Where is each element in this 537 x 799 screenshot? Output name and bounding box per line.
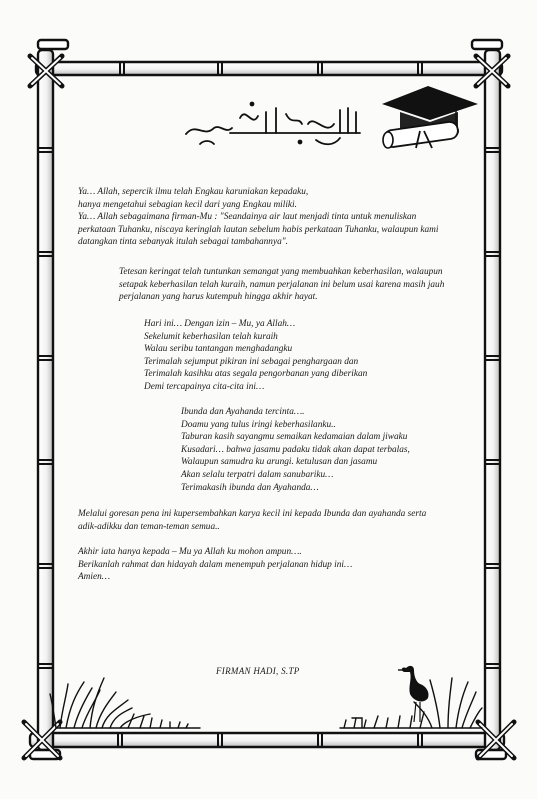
text-line: Berikanlah rahmat dan hidayah dalam menempuh perjalanan hidup ini… <box>78 559 353 570</box>
poem-stanza-allah <box>144 318 367 394</box>
text-line: Walau seribu tantangan menghadangku <box>144 344 293 355</box>
text-line: Hari ini… Dengan izin – Mu, ya Allah… <box>144 319 296 329</box>
closing-prayer <box>78 546 352 584</box>
text-line: Melalui goresan pena ini kupersembahkan karya kecil ini kepada Ibunda dan ayahanda serta <box>78 509 427 519</box>
reflection-paragraph <box>119 266 444 304</box>
text-line: Walaupun samudra ku arungi. ketulusan dan jasamu <box>181 457 378 468</box>
text-line: Doamu yang tulus iringi keberhasilanku.. <box>181 419 336 430</box>
author-signature: FIRMAN HADI, S.TP <box>216 666 300 676</box>
text-line: setapak keberhasilan telah kuraih, namun perjalanan ini belum usai karena masih jauh <box>119 279 445 290</box>
text-line: Terimakasih ibunda dan Ayahanda… <box>181 482 319 493</box>
text-line: Taburan kasih sayangmu semaikan kedamaian dalam jiwaku <box>181 432 408 443</box>
text-line: Akhir iata hanya kepada – Mu ya Allah ku mohon ampun…. <box>78 547 302 557</box>
text-line: Terimalah kasihku atas segala pengorbanan yang diberikan <box>144 369 368 380</box>
text-line: Terimalah sejumput pikiran ini sebagai penghargaan dan <box>144 356 359 367</box>
text-line: Demi tercapainya cita-cita ini… <box>144 381 265 392</box>
text-line: Sekelumit keberhasilan telah kuraih <box>144 331 278 342</box>
poem-stanza-parents <box>181 406 410 494</box>
text-line: Ibunda dan Ayahanda tercinta…. <box>181 407 305 417</box>
text-line: perkataan Tuhanku, niscaya keringlah lautan sebelum habis perkataan Tuhanku, walaupun kami <box>78 224 439 235</box>
text-line: Amien… <box>78 572 111 583</box>
text-line: hanya mengetahui sebagian kecil dari yang Engkau miliki. <box>78 199 297 210</box>
opening-paragraph <box>78 186 438 249</box>
text-line: Ya… Allah sebagaimana firman-Mu : "Seandainya air laut menjadi tinta untuk menuliskan <box>78 212 417 223</box>
text-line: Tetesan keringat telah tuntunkan semangat yang membuahkan keberhasilan, walaupun <box>119 267 443 277</box>
text-line: Akan selalu terpatri dalam sanubariku… <box>181 469 334 480</box>
text-line: Kusadari… bahwa jasamu padaku tidak akan dapat terbalas, <box>181 444 410 455</box>
dedication-paragraph <box>78 508 426 533</box>
text-line: Ya… Allah, sepercik ilmu telah Engkau karuniakan kepadaku, <box>78 187 309 197</box>
bismillah-calligraphy-icon <box>186 103 360 145</box>
text-line: datangkan tinta sebanyak itulah sebagai tambahannya". <box>78 237 288 248</box>
text-line: adik-adikku dan teman-teman semua.. <box>78 521 220 532</box>
reeds-icon <box>50 678 200 728</box>
text-line: perjalanan yang harus kutempuh hingga akhir hayat. <box>119 292 318 303</box>
